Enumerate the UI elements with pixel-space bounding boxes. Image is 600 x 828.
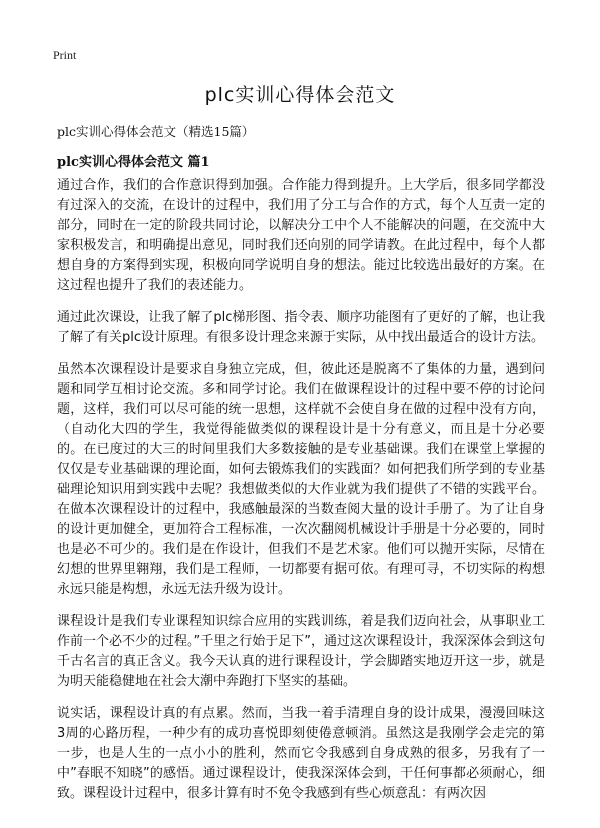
paragraph: 通过此次课设，让我了解了plc梯形图、指令表、顺序功能图有了更好的了解，也让我了解了有关plc设计原理。有很多设计理念来源于实际，从中找出最适合的设计方法。 — [57, 310, 545, 345]
section-heading: plc实训心得体会范文 篇1 — [57, 155, 210, 170]
print-link[interactable]: Print — [53, 48, 77, 62]
document-subtitle: plc实训心得体会范文（精选15篇） — [57, 124, 255, 139]
document-title: plc实训心得体会范文 — [204, 84, 396, 106]
body-text — [57, 176, 545, 816]
paragraph: 说实话，课程设计真的有点累。然而，当我一着手清理自身的设计成果，漫漫回味这3周的心路历程，一种少有的成功喜悦即刻使倦意顿消。虽然这是我刚学会走完的第一步，也是人生的一点小小的胜利，然而它令我感到自身成熟的很多，另我有了一中”春眠不知晓”的感悟。通过课程设计，使我深深体会到，干任何事都必须耐心，细致。课程设计过程中，很多计算有时不免令我感到有些心烦意乱：有两次因 — [57, 706, 545, 801]
paragraph: 通过合作，我们的合作意识得到加强。合作能力得到提升。上大学后，很多同学都没有过深入的交流，在设计的过程中，我们用了分工与合作的方式，每个人互责一定的部分，同时在一定的阶段共同讨论，以解决分工中个人不能解决的问题，在交流中大家积极发言，和明确提出意见，同时我们还向别的同学请教。在此过程中，每个人都想自身的方案得到实现，积极向同学说明自身的想法。能过比较选出最好的方案。在这过程也提升了我们的表述能力。 — [57, 178, 545, 293]
paragraph: 虽然本次课程设计是要求自身独立完成，但，彼此还是脱离不了集体的力量，遇到问题和同学互相讨论交流。多和同学讨论。我们在做课程设计的过程中要不停的讨论问题，这样，我们可以尽可能的统一思想，这样就不会使自身在做的过程中没有方向，（自动化大四的学生，我觉得能做类似的课程设计是十分有意义，而且是十分必要的。在已度过的大三的时间里我们大多数接触的是专业基础课。我们在课堂上掌握的仅仅是专业基础课的理论面，如何去锻炼我们的实践面？如何把我们所学到的专业基础理论知识用到实践中去呢？我想做类似的大作业就为我们提供了不错的实践平台。在做本次课程设计的过程中，我感触最深的当数查阅大量的设计手册了。为了让自身的设计更加健全，更加符合工程标准，一次次翻阅机械设计手册是十分必要的，同时也是必不可少的。我们是在作设计，但我们不是艺术家。他们可以抛开实际，尽情在幻想的世界里翱翔，我们是工程师，一切都要有据可依。有理可寻，不切实际的构想永远只能是构想，永远无法升级为设计。 — [57, 362, 545, 597]
paragraph: 课程设计是我们专业课程知识综合应用的实践训练，着是我们迈向社会，从事职业工作前一个必不少的过程。”千里之行始于足下”，通过这次课程设计，我深深体会到这句千古名言的真正含义。我今天认真的进行课程设计，学会脚踏实地迈开这一步，就是为明天能稳健地在社会大潮中奔跑打下坚实的基础。 — [57, 614, 545, 689]
